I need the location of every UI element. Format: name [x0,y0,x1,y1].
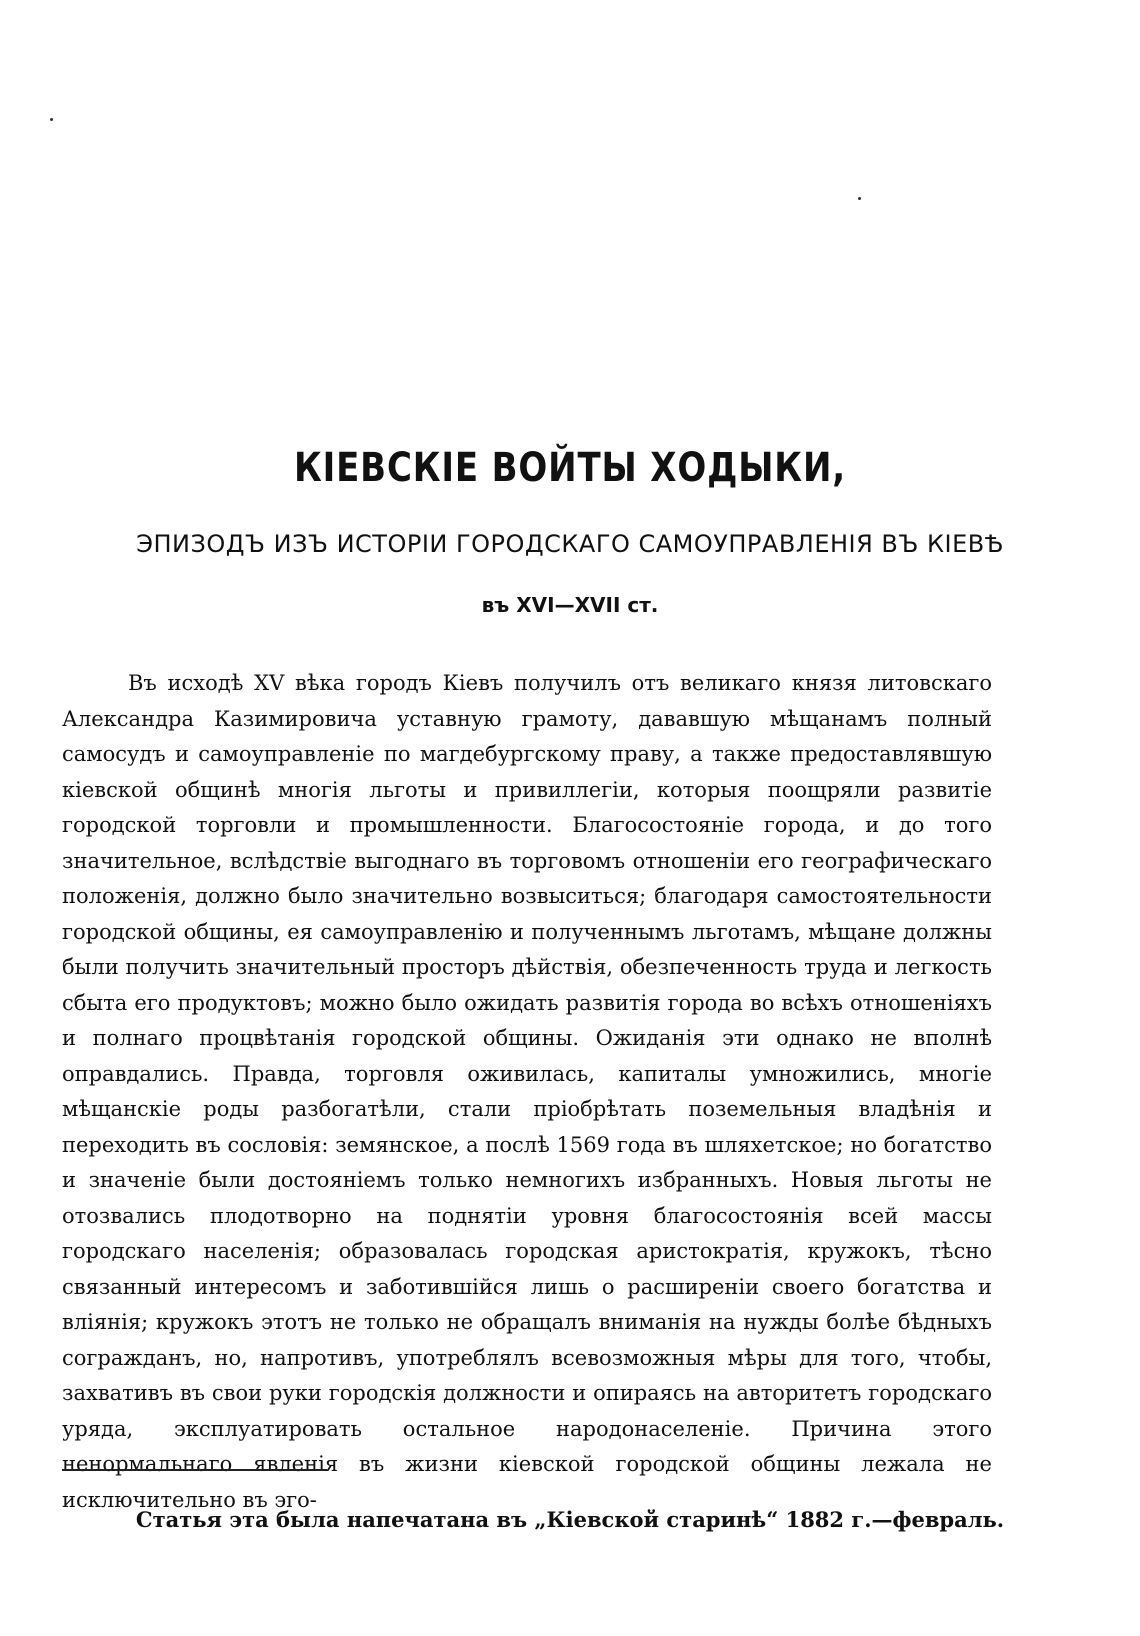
scan-speck [50,118,53,121]
article-subtitle: ЭПИЗОДЪ ИЗЪ ИСТОРІИ ГОРОДСКАГО САМОУПРАВЛЕНІЯ ВЪ КІЕВѢ [136,530,1004,558]
scan-speck [858,197,861,200]
article-title: КІЕВСКІЕ ВОЙТЫ ХОДЫКИ, [293,445,847,491]
footnote: Статья эта была напечатана въ „Кіевской старинѣ“ 1882 г.—февраль. [135,1507,1005,1532]
footnote-separator [62,1469,327,1471]
article-century: въ XVI—XVII ст. [481,593,659,617]
body-paragraph: Въ исходѣ XV вѣка городъ Кіевъ получилъ отъ великаго князя литовскаго Александра Казимировича уставную грамоту, дававшую мѣщанамъ полный самосудъ и самоуправленіе по магдебургскому праву, а также предоставлявшую кіевской общинѣ многія льготы и привиллегіи, которыя поощряли развитіе городской торговли и промышленности. Благосостояніе города, и до того значительное, вслѣдствіе выгоднаго въ торговомъ отношеніи его географическаго положенія, должно было значительно возвыситься; благодаря самостоятельности городской общины, ея самоуправленію и полученнымъ льготамъ, мѣщане должны были получить значительный просторъ дѣйствія, обезпеченность труда и легкость сбыта его продуктовъ; можно было ожидать развитія города во всѣхъ отношеніяхъ и полнаго процвѣтанія городской общины. Ожиданія эти однако не вполнѣ оправдались. Правда, торговля оживилась, капиталы умножились, многіе мѣщанскіе роды разбогатѣли, стали пріобрѣтать поземельныя владѣнія и переходить въ сословія: земянское, а послѣ 1569 года въ шляхетское; но богатство и значеніе были достояніемъ только немногихъ избранныхъ. Новыя льготы не отозвались плодотворно на поднятіи уровня благосостоянія всей массы городскаго населенія; образовалась городская аристократія, кружокъ, тѣсно связанный интересомъ и заботившійся лишь о расширеніи своего богатства и вліянія; кружокъ этотъ не только не обращалъ вниманія на нужды болѣе бѣдныхъ согражданъ, но, напротивъ, употреблялъ всевозможныя мѣры для того, чтобы, захвативъ въ свои руки городскія должности и опираясь на авторитетъ городскаго уряда, эксплуатировать остальное народонаселеніе. Причина этого ненормальнаго явленія въ жизни кіевской городской общины лежала не исключительно въ эго- [62,671,992,1512]
